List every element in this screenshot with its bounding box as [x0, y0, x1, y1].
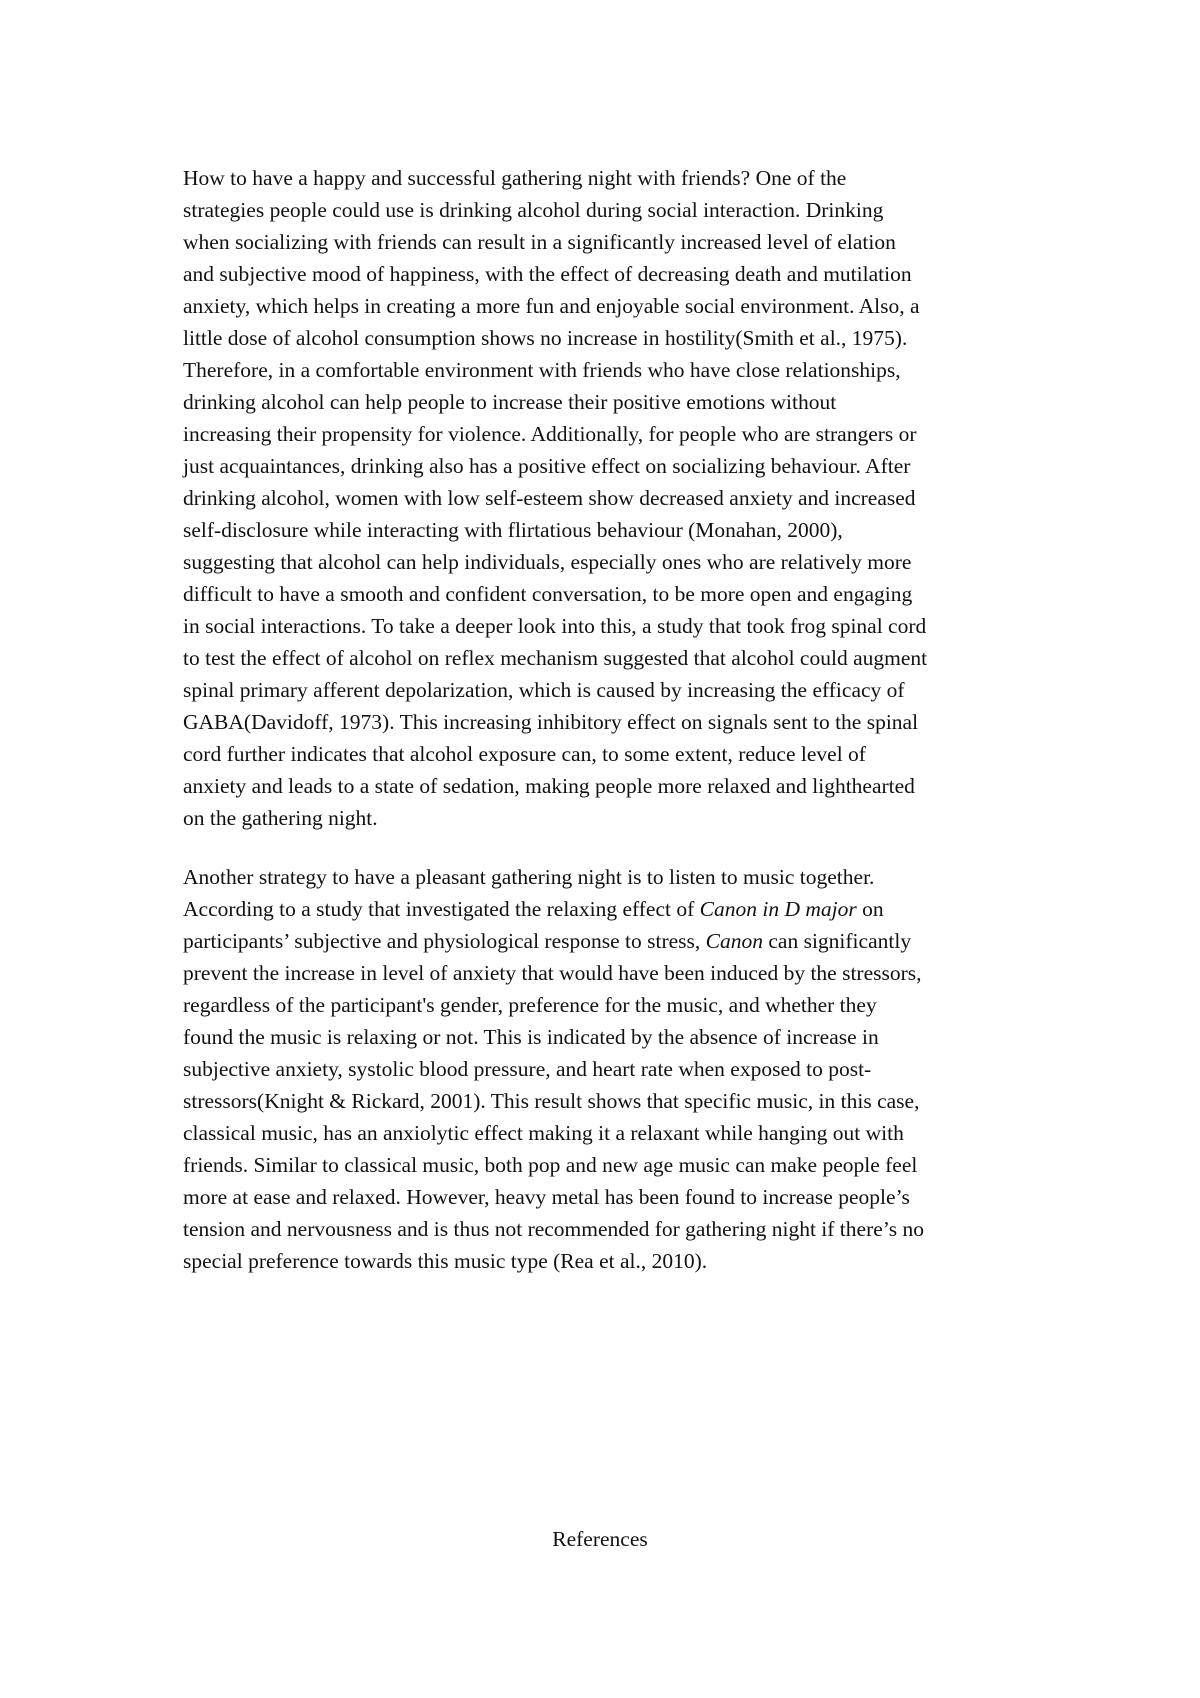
text-line: tension and nervousness and is thus not recommended for gathering night if there’s no	[183, 1217, 924, 1241]
text-line: found the music is relaxing or not. This is indicated by the absence of increase in	[183, 1025, 879, 1049]
text-line: cord further indicates that alcohol exposure can, to some extent, reduce level of	[183, 742, 866, 766]
text-line: when socializing with friends can result in a significantly increased level of elation	[183, 230, 896, 254]
text-line	[183, 925, 911, 957]
text-line: just acquaintances, drinking also has a positive effect on socializing behaviour. After	[183, 454, 911, 478]
references-heading: References	[552, 1527, 648, 1551]
italic-title: Canon	[705, 929, 763, 953]
text-line: suggesting that alcohol can help individuals, especially ones who are relatively more	[183, 550, 912, 574]
text-line: friends. Similar to classical music, both pop and new age music can make people feel	[183, 1153, 918, 1177]
text-line: increasing their propensity for violence. Additionally, for people who are strangers or	[183, 422, 917, 446]
text-line: in social interactions. To take a deeper look into this, a study that took frog spinal cord	[183, 614, 927, 638]
text-line: prevent the increase in level of anxiety that would have been induced by the stressors,	[183, 961, 922, 985]
text-line: drinking alcohol can help people to increase their positive emotions without	[183, 390, 837, 414]
text-line: and subjective mood of happiness, with the effect of decreasing death and mutilation	[183, 262, 912, 286]
text-line: special preference towards this music type (Rea et al., 2010).	[183, 1249, 708, 1273]
text-line: subjective anxiety, systolic blood pressure, and heart rate when exposed to post-	[183, 1057, 872, 1081]
text-line: How to have a happy and successful gathering night with friends? One of the	[183, 166, 847, 190]
text-line: to test the effect of alcohol on reflex mechanism suggested that alcohol could augment	[183, 646, 928, 670]
text-line: regardless of the participant's gender, preference for the music, and whether they	[183, 993, 877, 1017]
text-line: spinal primary afferent depolarization, which is caused by increasing the efficacy of	[183, 678, 905, 702]
text-line: difficult to have a smooth and confident conversation, to be more open and engaging	[183, 582, 913, 606]
italic-title: Canon in D major	[699, 897, 857, 921]
text-line: self-disclosure while interacting with flirtatious behaviour (Monahan, 2000),	[183, 518, 843, 542]
text-run: on	[856, 897, 884, 921]
text-line: little dose of alcohol consumption shows no increase in hostility(Smith et al., 1975).	[183, 326, 908, 350]
text-line: drinking alcohol, women with low self-esteem show decreased anxiety and increased	[183, 486, 916, 510]
text-run: participants’ subjective and physiological response to stress,	[183, 929, 706, 953]
text-line: more at ease and relaxed. However, heavy metal has been found to increase people’s	[183, 1185, 910, 1209]
text-line: on the gathering night.	[183, 806, 378, 830]
text-line: stressors(Knight & Rickard, 2001). This result shows that specific music, in this case,	[183, 1089, 920, 1113]
text-line: Therefore, in a comfortable environment with friends who have close relationships,	[183, 358, 901, 382]
text-run: According to a study that investigated the relaxing effect of	[183, 897, 700, 921]
text-line	[183, 893, 884, 925]
text-line: anxiety and leads to a state of sedation, making people more relaxed and lighthearted	[183, 774, 915, 798]
text-line: strategies people could use is drinking alcohol during social interaction. Drinking	[183, 198, 884, 222]
text-run: can significantly	[763, 929, 912, 953]
text-line: classical music, has an anxiolytic effect making it a relaxant while hanging out with	[183, 1121, 904, 1145]
text-line: anxiety, which helps in creating a more fun and enjoyable social environment. Also, a	[183, 294, 920, 318]
text-line: GABA(Davidoff, 1973). This increasing inhibitory effect on signals sent to the spinal	[183, 710, 919, 734]
text-line: Another strategy to have a pleasant gathering night is to listen to music together.	[183, 865, 875, 889]
